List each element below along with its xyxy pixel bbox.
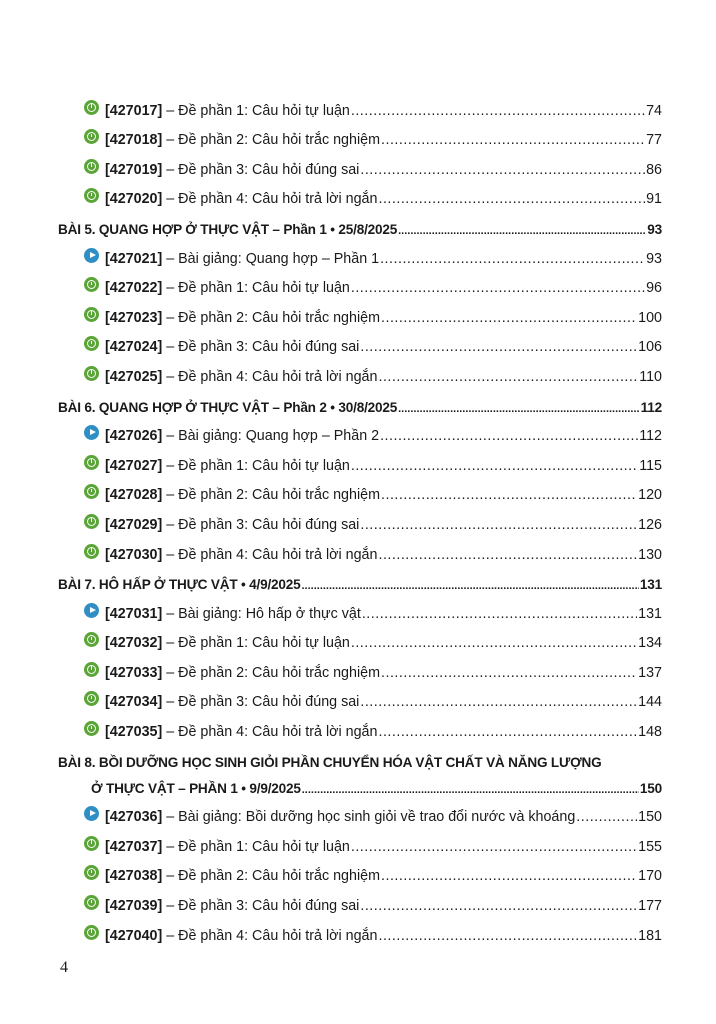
dot-leader — [360, 694, 637, 710]
clock-test-icon — [84, 836, 99, 851]
entry-label: – Đề phần 3: Câu hỏi đúng sai — [162, 898, 360, 915]
entry-label: – Bài giảng: Hô hấp ở thực vật — [162, 605, 361, 622]
toc-entry[interactable] — [58, 267, 662, 297]
entry-code: [427025] — [105, 368, 163, 385]
page-number: 4 — [60, 959, 68, 976]
entry-label: – Đề phần 4: Câu hỏi trả lời ngắn — [162, 368, 378, 385]
entry-page-number: 148 — [638, 724, 662, 741]
entry-page-number: 131 — [638, 605, 662, 622]
toc-lesson-heading[interactable] — [58, 385, 662, 415]
clock-test-icon — [84, 129, 99, 144]
entry-label: – Đề phần 1: Câu hỏi tự luận — [162, 635, 350, 652]
clock-test-icon — [84, 514, 99, 529]
lesson-title: BÀI 7. HÔ HẤP Ở THỰC VẬT • 4/9/2025 — [58, 577, 301, 593]
entry-label: – Đề phần 3: Câu hỏi đúng sai — [162, 339, 360, 356]
toc-entry[interactable] — [58, 855, 662, 885]
toc-entry[interactable] — [58, 681, 662, 711]
toc-entry[interactable] — [58, 503, 662, 533]
dot-leader — [380, 428, 638, 444]
lesson-title: BÀI 6. QUANG HỢP Ở THỰC VẬT – Phần 2 • 30/8/2025 — [58, 399, 398, 415]
entry-code: [427019] — [105, 161, 163, 178]
toc-lesson-heading[interactable] — [58, 207, 662, 237]
toc-entry[interactable] — [58, 148, 662, 178]
entry-code: [427026] — [105, 428, 163, 445]
entry-page-number: 100 — [638, 309, 662, 326]
clock-test-icon — [84, 336, 99, 351]
entry-page-number: 74 — [646, 102, 662, 119]
entry-code: [427022] — [105, 280, 163, 297]
entry-code: [427040] — [105, 927, 163, 944]
entry-code: [427033] — [105, 664, 163, 681]
toc-entry[interactable] — [58, 884, 662, 914]
lesson-title-continued: Ở THỰC VẬT – PHẦN 1 • 9/9/2025 — [91, 780, 301, 796]
entry-code: [427023] — [105, 309, 163, 326]
dot-leader — [381, 487, 637, 503]
clock-test-icon — [84, 188, 99, 203]
entry-label: – Đề phần 1: Câu hỏi tự luận — [162, 280, 350, 297]
dot-leader — [360, 162, 645, 178]
play-video-icon — [84, 425, 99, 440]
clock-test-icon — [84, 159, 99, 174]
play-video-icon — [84, 603, 99, 618]
entry-code: [427020] — [105, 191, 163, 208]
play-video-icon — [84, 248, 99, 263]
dot-leader — [351, 635, 637, 651]
dot-leader — [398, 225, 646, 237]
clock-test-icon — [84, 895, 99, 910]
entry-code: [427037] — [105, 838, 163, 855]
dot-leader — [378, 369, 638, 385]
toc-entry[interactable] — [58, 89, 662, 119]
clock-test-icon — [84, 632, 99, 647]
dot-leader — [381, 132, 645, 148]
entry-page-number: 155 — [638, 838, 662, 855]
entry-page-number: 110 — [639, 368, 662, 385]
clock-test-icon — [84, 455, 99, 470]
lesson-title: BÀI 5. QUANG HỢP Ở THỰC VẬT – Phần 1 • 25/8/2025 — [58, 221, 398, 237]
entry-label: – Đề phần 2: Câu hỏi trắc nghiệm — [162, 487, 380, 504]
toc-entry[interactable] — [58, 592, 662, 622]
dot-leader — [360, 339, 637, 355]
dot-leader — [381, 310, 637, 326]
dot-leader — [360, 517, 637, 533]
entry-label: – Đề phần 1: Câu hỏi tự luận — [162, 838, 350, 855]
entry-label: – Đề phần 3: Câu hỏi đúng sai — [162, 161, 360, 178]
toc-entry[interactable] — [58, 444, 662, 474]
entry-code: [427039] — [105, 898, 163, 915]
entry-code: [427024] — [105, 339, 163, 356]
dot-leader — [351, 103, 645, 119]
toc-entry[interactable] — [58, 533, 662, 563]
clock-test-icon — [84, 100, 99, 115]
entry-label: – Đề phần 1: Câu hỏi tự luận — [162, 102, 350, 119]
dot-leader — [381, 665, 637, 681]
entry-code: [427031] — [105, 605, 163, 622]
toc-entry[interactable] — [58, 415, 662, 445]
lesson-page-number: 150 — [639, 780, 662, 796]
entry-page-number: 120 — [638, 487, 662, 504]
entry-page-number: 86 — [646, 161, 662, 178]
toc-lesson-heading[interactable] — [58, 740, 662, 796]
clock-test-icon — [84, 277, 99, 292]
clock-test-icon — [84, 662, 99, 677]
dot-leader — [380, 251, 645, 267]
play-video-icon — [84, 806, 99, 821]
dot-leader — [351, 839, 637, 855]
dot-leader — [378, 928, 637, 944]
clock-test-icon — [84, 691, 99, 706]
lesson-page-number: 131 — [639, 577, 662, 593]
entry-page-number: 93 — [646, 250, 662, 267]
dot-leader — [302, 784, 639, 796]
entry-page-number: 77 — [646, 132, 662, 149]
dot-leader — [360, 898, 637, 914]
dot-leader — [398, 403, 640, 415]
lesson-title: BÀI 8. BỒI DƯỠNG HỌC SINH GIỎI PHẦN CHUYỂN HÓA VẬT CHẤT VÀ NĂNG LƯỢNG — [58, 754, 602, 770]
entry-code: [427034] — [105, 694, 163, 711]
toc-entry[interactable] — [58, 237, 662, 267]
dot-leader — [351, 458, 638, 474]
clock-test-icon — [84, 721, 99, 736]
dot-leader — [576, 809, 637, 825]
entry-label: – Đề phần 4: Câu hỏi trả lời ngắn — [162, 927, 378, 944]
lesson-page-number: 93 — [647, 221, 662, 237]
entry-label: – Đề phần 1: Câu hỏi tự luận — [162, 457, 350, 474]
entry-code: [427030] — [105, 546, 163, 563]
toc-entry[interactable] — [58, 296, 662, 326]
entry-page-number: 170 — [638, 868, 662, 885]
entry-code: [427032] — [105, 635, 163, 652]
entry-page-number: 137 — [638, 664, 662, 681]
entry-label: – Đề phần 2: Câu hỏi trắc nghiệm — [162, 868, 380, 885]
toc-entry[interactable] — [58, 119, 662, 149]
entry-code: [427021] — [105, 250, 163, 267]
toc-entry[interactable] — [58, 622, 662, 652]
entry-label: – Bài giảng: Quang hợp – Phần 1 — [162, 250, 380, 267]
clock-test-icon — [84, 366, 99, 381]
toc-entry[interactable] — [58, 178, 662, 208]
toc-entry[interactable] — [58, 825, 662, 855]
entry-label: – Bài giảng: Bồi dưỡng học sinh giỏi về trao đổi nước và khoáng — [162, 809, 576, 826]
entry-label: – Đề phần 4: Câu hỏi trả lời ngắn — [162, 724, 378, 741]
toc-entry[interactable] — [58, 326, 662, 356]
entry-page-number: 91 — [646, 191, 662, 208]
entry-label: – Đề phần 3: Câu hỏi đúng sai — [162, 516, 360, 533]
entry-code: [427038] — [105, 868, 163, 885]
entry-label: – Đề phần 2: Câu hỏi trắc nghiệm — [162, 664, 380, 681]
toc-entry[interactable] — [58, 796, 662, 826]
entry-code: [427018] — [105, 132, 163, 149]
entry-page-number: 106 — [638, 339, 662, 356]
clock-test-icon — [84, 865, 99, 880]
entry-code: [427036] — [105, 809, 163, 826]
toc-entry[interactable] — [58, 710, 662, 740]
entry-label: – Đề phần 4: Câu hỏi trả lời ngắn — [162, 546, 378, 563]
toc-entry[interactable] — [58, 651, 662, 681]
entry-page-number: 115 — [639, 457, 662, 474]
entry-page-number: 177 — [638, 898, 662, 915]
table-of-contents — [58, 89, 662, 944]
entry-code: [427029] — [105, 516, 163, 533]
entry-page-number: 96 — [646, 280, 662, 297]
entry-label: – Đề phần 4: Câu hỏi trả lời ngắn — [162, 191, 378, 208]
entry-page-number: 181 — [638, 927, 662, 944]
entry-label: – Đề phần 3: Câu hỏi đúng sai — [162, 694, 360, 711]
entry-page-number: 150 — [638, 809, 662, 826]
toc-entry[interactable] — [58, 474, 662, 504]
entry-label: – Đề phần 2: Câu hỏi trắc nghiệm — [162, 132, 380, 149]
dot-leader — [362, 606, 637, 622]
dot-leader — [301, 580, 638, 592]
entry-code: [427035] — [105, 724, 163, 741]
dot-leader — [381, 868, 637, 884]
dot-leader — [351, 280, 645, 296]
entry-page-number: 112 — [639, 428, 662, 445]
entry-page-number: 126 — [638, 516, 662, 533]
dot-leader — [378, 547, 637, 563]
clock-test-icon — [84, 307, 99, 322]
entry-code: [427027] — [105, 457, 163, 474]
clock-test-icon — [84, 544, 99, 559]
clock-test-icon — [84, 925, 99, 940]
clock-test-icon — [84, 484, 99, 499]
entry-label: – Đề phần 2: Câu hỏi trắc nghiệm — [162, 309, 380, 326]
entry-code: [427028] — [105, 487, 163, 504]
entry-code: [427017] — [105, 102, 163, 119]
dot-leader — [378, 724, 637, 740]
dot-leader — [378, 191, 645, 207]
entry-label: – Bài giảng: Quang hợp – Phần 2 — [162, 428, 380, 445]
toc-lesson-heading[interactable] — [58, 563, 662, 593]
entry-page-number: 134 — [638, 635, 662, 652]
lesson-page-number: 112 — [640, 399, 662, 415]
toc-entry[interactable] — [58, 914, 662, 944]
toc-entry[interactable] — [58, 355, 662, 385]
entry-page-number: 144 — [638, 694, 662, 711]
entry-page-number: 130 — [638, 546, 662, 563]
